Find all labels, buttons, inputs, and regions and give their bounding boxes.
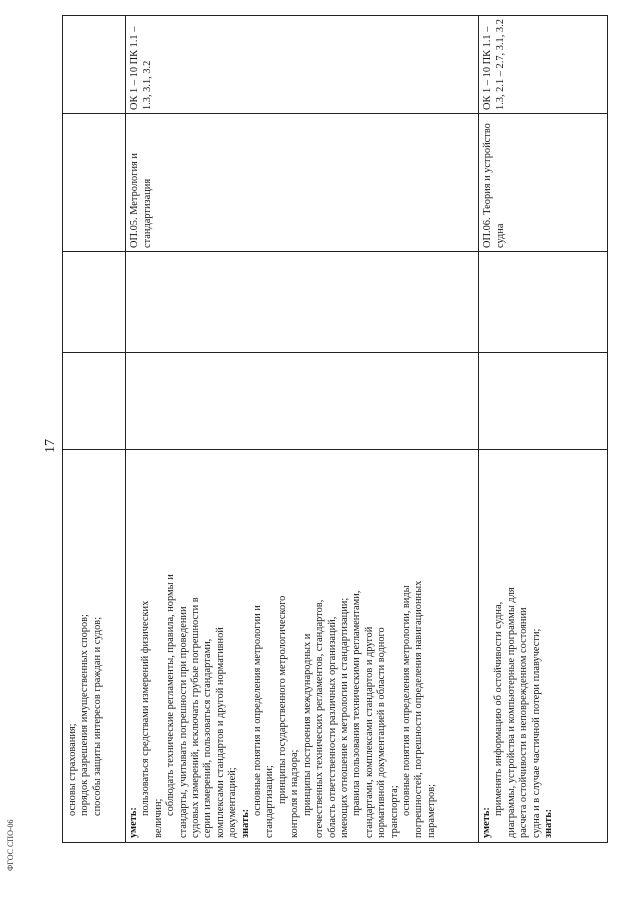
text-line: отечественных технических регламентов, стандартов,	[314, 599, 326, 838]
text-line: судна и в случае частичной потери плавучести;	[530, 628, 542, 838]
text-line: стандарты, учитывать погрешности при проведении	[177, 606, 189, 838]
competency-codes: ОК 1 – 10 ПК 1.1 – 1.3, 3.1, 3.2	[129, 26, 153, 110]
row3-discipline	[481, 116, 605, 248]
text-line: принципы построения международных и	[301, 633, 313, 816]
competency-codes: ОК 1 – 10 ПК 1.1 – 1.3, 2.1 – 2.7, 3.1, 3.2	[482, 19, 506, 110]
section-heading: знать:	[543, 808, 555, 838]
column-divider	[63, 352, 607, 353]
text-line: документацией;	[227, 767, 239, 838]
text-line: транспорта;	[388, 785, 400, 838]
text-line: контроля и надзора;	[289, 749, 301, 838]
text-line: основные понятия и определения метрологии и	[252, 605, 264, 816]
section-heading: уметь:	[128, 807, 139, 838]
text-line: порядок разрешения имущественных споров;	[79, 614, 91, 816]
text-line: нормативной документацией в области водного	[376, 627, 388, 838]
text-line: правила пользования техническими регламентами,	[351, 590, 363, 816]
text-line: величин;	[152, 798, 164, 838]
discipline-name: ОП.06. Теория и устройство судна	[482, 123, 506, 248]
row1-description	[67, 452, 123, 838]
text-line: применять информацию об остойчивости судна,	[493, 601, 505, 816]
column-divider	[63, 113, 607, 114]
text-line: соблюдать технические регламенты, правила, нормы и	[165, 574, 177, 816]
text-line: принципы государственного метрологического	[276, 595, 288, 804]
text-line: расчета остойчивости в неповрежденном состоянии	[518, 607, 530, 838]
row2-lines	[128, 452, 438, 838]
column-divider	[63, 251, 607, 252]
section-heading: уметь:	[481, 807, 492, 838]
discipline-name: ОП.05. Метрология и стандартизация	[129, 153, 153, 248]
text-line: область ответственности различных организаций,	[326, 616, 338, 838]
text-line: основные понятия и определения метрологии, виды	[400, 585, 412, 816]
text-line: стандартами, комплексами стандартов и другой	[363, 626, 375, 838]
text-line: способы защиты интересов граждан и судов;	[91, 616, 103, 816]
text-line: параметров;	[425, 783, 437, 838]
text-line: серии измерений, пользоваться стандартами,	[202, 638, 214, 838]
text-line: имеющих отношение к метрологии и стандартизации;	[338, 597, 350, 838]
text-line: диаграммы, устройства и компьютерные программы для	[505, 587, 517, 838]
row-divider	[125, 16, 126, 842]
row2-discipline	[128, 116, 468, 248]
row2-competencies	[128, 18, 468, 110]
text-line: комплексами стандартов и другой нормативной	[214, 627, 226, 838]
text-line: судовых измерений, исключать грубые погрешности в	[190, 597, 202, 838]
curriculum-table	[62, 15, 608, 843]
text-line: стандартизации;	[264, 765, 276, 838]
row3-description	[481, 452, 605, 838]
text-line: основы страхования;	[67, 723, 78, 816]
text-line: погрешностей, погрешности определения навигационных	[413, 580, 425, 838]
row-divider	[478, 16, 479, 842]
footer-code: ФГОС СПО-06	[6, 819, 15, 871]
row2-description	[128, 452, 476, 838]
text-line: пользоваться средствами измерений физических	[140, 600, 152, 816]
row3-competencies	[481, 18, 605, 110]
column-divider	[63, 449, 607, 450]
section-heading: знать:	[239, 808, 251, 838]
row3-lines	[481, 452, 555, 838]
page-number: 17	[43, 439, 58, 453]
